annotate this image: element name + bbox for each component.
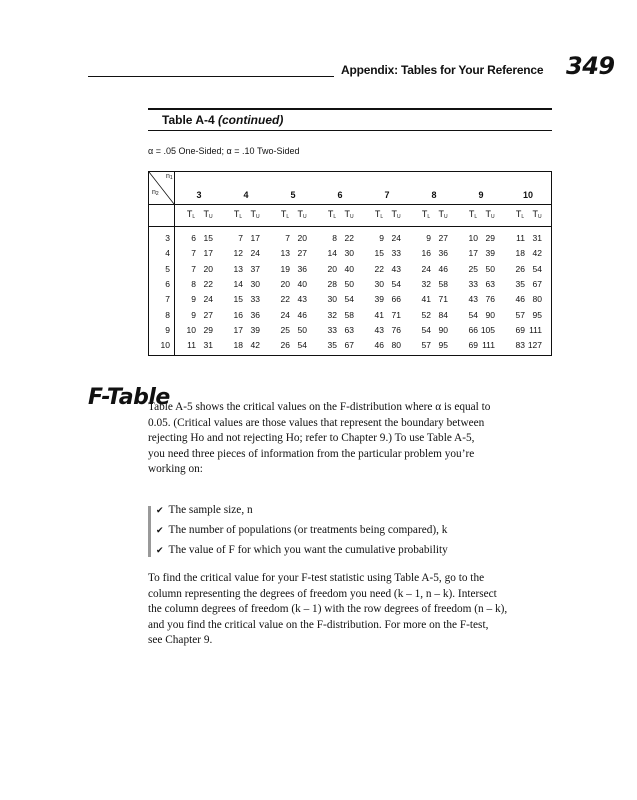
table-body — [149, 227, 551, 355]
tu-value: 90 — [438, 324, 448, 335]
table-row — [149, 310, 551, 325]
t-subscript: U — [208, 214, 213, 220]
tl-value: 69 — [468, 340, 478, 351]
tl-value: 14 — [327, 248, 337, 259]
intro-line: 0.05. (Critical values are those values that represent the boundary between — [148, 416, 485, 429]
t-letter: T — [203, 209, 209, 219]
n1-subscript: 1 — [169, 175, 173, 181]
t-letter: T — [297, 209, 303, 219]
corner-cell — [149, 172, 175, 204]
t-subscript: U — [490, 214, 495, 220]
table-row — [149, 279, 551, 294]
tl-value: 32 — [327, 309, 337, 320]
tu-value: 54 — [532, 263, 542, 274]
tl-value: 35 — [327, 340, 337, 351]
tl-value: 15 — [374, 248, 384, 259]
tl-label — [513, 209, 527, 220]
tl-value: 16 — [233, 309, 243, 320]
tl-tu-corner — [149, 204, 175, 226]
tl-value: 28 — [327, 278, 337, 289]
tl-value: 8 — [332, 233, 337, 243]
table-title-top-rule — [148, 108, 552, 110]
tu-value: 42 — [532, 248, 542, 259]
row-n2-label: 6 — [165, 278, 170, 289]
tl-value: 46 — [515, 294, 525, 305]
t-subscript: U — [537, 214, 542, 220]
tu-value: 24 — [391, 233, 401, 243]
tu-value: 40 — [297, 278, 307, 289]
tu-value: 20 — [297, 233, 307, 243]
tu-value: 58 — [344, 309, 354, 320]
tl-value: 9 — [379, 233, 384, 243]
row-n2-label: 4 — [165, 248, 170, 259]
t-subscript: L — [521, 214, 525, 220]
tl-value: 30 — [327, 294, 337, 305]
table-row — [149, 325, 551, 340]
tu-value: 20 — [203, 263, 213, 274]
t-letter: T — [233, 209, 240, 219]
tl-value: 20 — [280, 278, 290, 289]
t-letter: T — [421, 209, 428, 219]
tu-value: 17 — [203, 248, 213, 259]
tu-value: 29 — [485, 233, 495, 243]
tu-value: 76 — [391, 324, 401, 335]
tu-label — [530, 209, 544, 220]
tu-value: 66 — [391, 294, 401, 305]
tl-value: 41 — [421, 294, 431, 305]
tu-value: 37 — [250, 263, 260, 274]
tl-value: 10 — [468, 233, 478, 243]
t-letter: T — [344, 209, 350, 219]
tu-value: 95 — [532, 309, 542, 320]
tl-value: 15 — [233, 294, 243, 305]
tl-label — [325, 209, 339, 220]
t-subscript: L — [239, 214, 243, 220]
wilcoxon-table — [148, 171, 552, 356]
checkmark-icon: ✔ — [156, 526, 164, 536]
tu-value: 84 — [438, 309, 448, 320]
bullet-item — [156, 524, 447, 536]
tu-value: 127 — [527, 340, 542, 351]
column-header: 10 — [522, 190, 533, 200]
tu-value: 31 — [532, 233, 542, 243]
tl-value: 54 — [421, 324, 431, 335]
n2-label — [152, 189, 159, 197]
tl-value: 52 — [421, 309, 431, 320]
tu-label — [201, 209, 215, 220]
tl-value: 18 — [515, 248, 525, 259]
t-subscript: L — [427, 214, 431, 220]
bullet-sidebar — [148, 506, 151, 557]
tu-value: 54 — [391, 278, 401, 289]
tu-value: 95 — [438, 340, 448, 351]
tu-value: 63 — [485, 278, 495, 289]
tl-value: 20 — [327, 263, 337, 274]
tl-value: 41 — [374, 309, 384, 320]
tu-label — [248, 209, 262, 220]
t-letter: T — [438, 209, 444, 219]
tl-value: 18 — [233, 340, 243, 351]
tl-value: 11 — [516, 233, 525, 243]
t-subscript: U — [349, 214, 354, 220]
tl-value: 7 — [191, 263, 196, 274]
bullet-item — [156, 544, 448, 556]
t-subscript: L — [333, 214, 337, 220]
tu-value: 46 — [438, 263, 448, 274]
tl-value: 57 — [421, 340, 431, 351]
tu-value: 22 — [203, 278, 213, 289]
tl-label — [231, 209, 245, 220]
t-letter: T — [186, 209, 193, 219]
tu-value: 43 — [391, 263, 401, 274]
tl-value: 12 — [233, 248, 243, 259]
tu-label — [436, 209, 450, 220]
tu-value: 50 — [297, 324, 307, 335]
tl-value: 26 — [515, 263, 525, 274]
tl-value: 10 — [186, 324, 196, 335]
tl-value: 17 — [468, 248, 478, 259]
tl-value: 8 — [191, 278, 196, 289]
column-header: 6 — [337, 190, 343, 200]
n1-label — [166, 173, 173, 181]
t-letter: T — [532, 209, 538, 219]
t-letter: T — [391, 209, 397, 219]
closing-line: see Chapter 9. — [148, 634, 213, 647]
tu-value: 67 — [344, 340, 354, 351]
t-letter: T — [468, 209, 475, 219]
section-heading: F-Table — [88, 385, 170, 410]
table-row — [149, 233, 551, 248]
tu-value: 31 — [203, 340, 213, 351]
tu-value: 90 — [485, 309, 495, 320]
tl-value: 7 — [285, 233, 290, 243]
tl-value: 39 — [374, 294, 384, 305]
t-subscript: L — [380, 214, 384, 220]
column-header: 9 — [478, 190, 484, 200]
tu-value: 67 — [532, 278, 542, 289]
running-header-title: Appendix: Tables for Your Reference — [341, 63, 544, 77]
tl-value: 7 — [191, 248, 196, 259]
tl-value: 14 — [233, 278, 243, 289]
n1-letter: n — [166, 173, 170, 180]
tu-value: 36 — [250, 309, 260, 320]
tu-value: 30 — [344, 248, 354, 259]
tu-value: 42 — [250, 340, 260, 351]
row-n2-label: 3 — [165, 233, 170, 243]
tl-value: 9 — [426, 233, 431, 243]
tu-value: 17 — [250, 233, 260, 243]
column-header: 7 — [384, 190, 390, 200]
t-letter: T — [250, 209, 256, 219]
tl-value: 25 — [468, 263, 478, 274]
bullet-item — [156, 504, 253, 516]
tu-value: 71 — [438, 294, 448, 305]
tu-value: 54 — [344, 294, 354, 305]
tu-value: 30 — [250, 278, 260, 289]
t-subscript: L — [192, 214, 196, 220]
checkmark-icon: ✔ — [156, 506, 164, 516]
tu-value: 22 — [344, 233, 354, 243]
tl-label — [466, 209, 480, 220]
tu-value: 36 — [297, 263, 307, 274]
tl-tu-row — [149, 204, 551, 227]
tl-value: 9 — [191, 294, 196, 305]
tl-value: 24 — [421, 263, 431, 274]
tl-value: 7 — [238, 233, 243, 243]
intro-line: Table A-5 shows the critical values on the F-distribution where α is equal to — [148, 401, 491, 413]
closing-line: the column degrees of freedom (k – 1) with the row degrees of freedom (n – k), — [148, 603, 508, 616]
closing-line: column representing the degrees of freedom you need (k – 1, n – k). Intersect — [148, 587, 497, 600]
tu-value: 80 — [391, 340, 401, 351]
tu-value: 33 — [391, 248, 401, 259]
tu-value: 111 — [482, 340, 495, 351]
tl-value: 30 — [374, 278, 384, 289]
tl-value: 22 — [374, 263, 384, 274]
header-rule — [88, 76, 334, 77]
tl-value: 83 — [515, 340, 525, 351]
tl-value: 33 — [327, 324, 337, 335]
tl-value: 54 — [468, 309, 478, 320]
tl-value: 25 — [280, 324, 290, 335]
tl-value: 16 — [421, 248, 431, 259]
t-subscript: U — [443, 214, 448, 220]
tl-value: 57 — [515, 309, 525, 320]
n2-letter: n — [152, 189, 156, 196]
row-n2-label: 8 — [165, 309, 170, 320]
tu-value: 71 — [391, 309, 401, 320]
table-row — [149, 248, 551, 263]
intro-line: rejecting Ho and not rejecting Ho; refer to Chapter 9.) To use Table A-5, — [148, 432, 475, 445]
column-header: 8 — [431, 190, 437, 200]
t-letter: T — [280, 209, 287, 219]
intro-line: working on: — [148, 463, 203, 476]
tu-value: 76 — [485, 294, 495, 305]
column-header: 4 — [243, 190, 249, 200]
tl-value: 11 — [187, 340, 196, 351]
tl-value: 6 — [191, 233, 196, 243]
tu-value: 40 — [344, 263, 354, 274]
bullet-text: The sample size, n — [168, 504, 253, 516]
tl-label — [278, 209, 292, 220]
tu-value: 29 — [203, 324, 213, 335]
tu-value: 54 — [297, 340, 307, 351]
table-title-bottom-rule — [148, 130, 552, 131]
tl-value: 43 — [374, 324, 384, 335]
tl-value: 35 — [515, 278, 525, 289]
tu-label — [483, 209, 497, 220]
t-letter: T — [485, 209, 491, 219]
tl-value: 33 — [468, 278, 478, 289]
table-row — [149, 340, 551, 355]
tu-value: 27 — [297, 248, 307, 259]
alpha-caption: α = .05 One-Sided; α = .10 Two-Sided — [148, 146, 300, 156]
checkmark-icon: ✔ — [156, 546, 164, 556]
tu-value: 46 — [297, 309, 307, 320]
tl-label — [372, 209, 386, 220]
row-n2-label: 10 — [160, 340, 170, 351]
page-number: 349 — [566, 52, 615, 80]
row-n2-label: 5 — [165, 263, 170, 274]
tu-value: 50 — [485, 263, 495, 274]
column-header: 5 — [290, 190, 296, 200]
tl-value: 43 — [468, 294, 478, 305]
tu-value: 63 — [344, 324, 354, 335]
tu-value: 50 — [344, 278, 354, 289]
tu-value: 58 — [438, 278, 448, 289]
tl-value: 17 — [233, 324, 243, 335]
closing-line: To find the critical value for your F-test statistic using Table A-5, go to the — [148, 572, 485, 584]
tl-value: 13 — [233, 263, 243, 274]
tu-value: 36 — [438, 248, 448, 259]
bullet-text: The number of populations (or treatments being compared), k — [168, 524, 448, 536]
tl-value: 26 — [280, 340, 290, 351]
tl-value: 24 — [280, 309, 290, 320]
tu-value: 15 — [203, 233, 213, 243]
tl-value: 66 — [468, 324, 478, 335]
tu-value: 24 — [250, 248, 260, 259]
t-letter: T — [515, 209, 522, 219]
row-n2-label: 9 — [165, 324, 170, 335]
tl-value: 19 — [280, 263, 290, 274]
table-title-plain: Table A-4 — [162, 113, 219, 127]
tu-value: 80 — [532, 294, 542, 305]
n2-subscript: 2 — [155, 191, 159, 197]
tu-value: 33 — [250, 294, 260, 305]
intro-line: you need three pieces of information from the particular problem you’re — [148, 447, 475, 460]
t-subscript: U — [396, 214, 401, 220]
tl-value: 46 — [374, 340, 384, 351]
t-letter: T — [327, 209, 334, 219]
column-header: 3 — [196, 190, 202, 200]
tu-label — [389, 209, 403, 220]
tl-label — [184, 209, 198, 220]
tl-value: 13 — [280, 248, 290, 259]
tu-value: 39 — [485, 248, 495, 259]
tl-value: 22 — [280, 294, 290, 305]
t-subscript: U — [255, 214, 260, 220]
tu-value: 24 — [203, 294, 213, 305]
bullet-text: The value of F for which you want the cumulative probability — [168, 544, 448, 556]
column-header-row — [149, 172, 551, 205]
tl-value: 32 — [421, 278, 431, 289]
table-row — [149, 294, 551, 309]
closing-line: and you find the critical value on the F-distribution. For more on the F-test, — [148, 618, 489, 631]
closing-paragraph — [148, 571, 558, 649]
tu-value: 105 — [480, 324, 495, 335]
tu-value: 111 — [529, 324, 542, 335]
tu-value: 27 — [203, 309, 213, 320]
table-title-continued: (continued) — [218, 113, 284, 127]
tu-value: 43 — [297, 294, 307, 305]
intro-paragraph — [148, 400, 558, 478]
tl-label — [419, 209, 433, 220]
tu-label — [342, 209, 356, 220]
t-subscript: L — [286, 214, 290, 220]
table-row — [149, 264, 551, 279]
tu-value: 27 — [438, 233, 448, 243]
tl-value: 69 — [515, 324, 525, 335]
table-title — [162, 113, 283, 127]
t-subscript: U — [302, 214, 307, 220]
tl-value: 9 — [191, 309, 196, 320]
t-letter: T — [374, 209, 381, 219]
tu-label — [295, 209, 309, 220]
row-n2-label: 7 — [165, 294, 170, 305]
t-subscript: L — [474, 214, 478, 220]
tu-value: 39 — [250, 324, 260, 335]
